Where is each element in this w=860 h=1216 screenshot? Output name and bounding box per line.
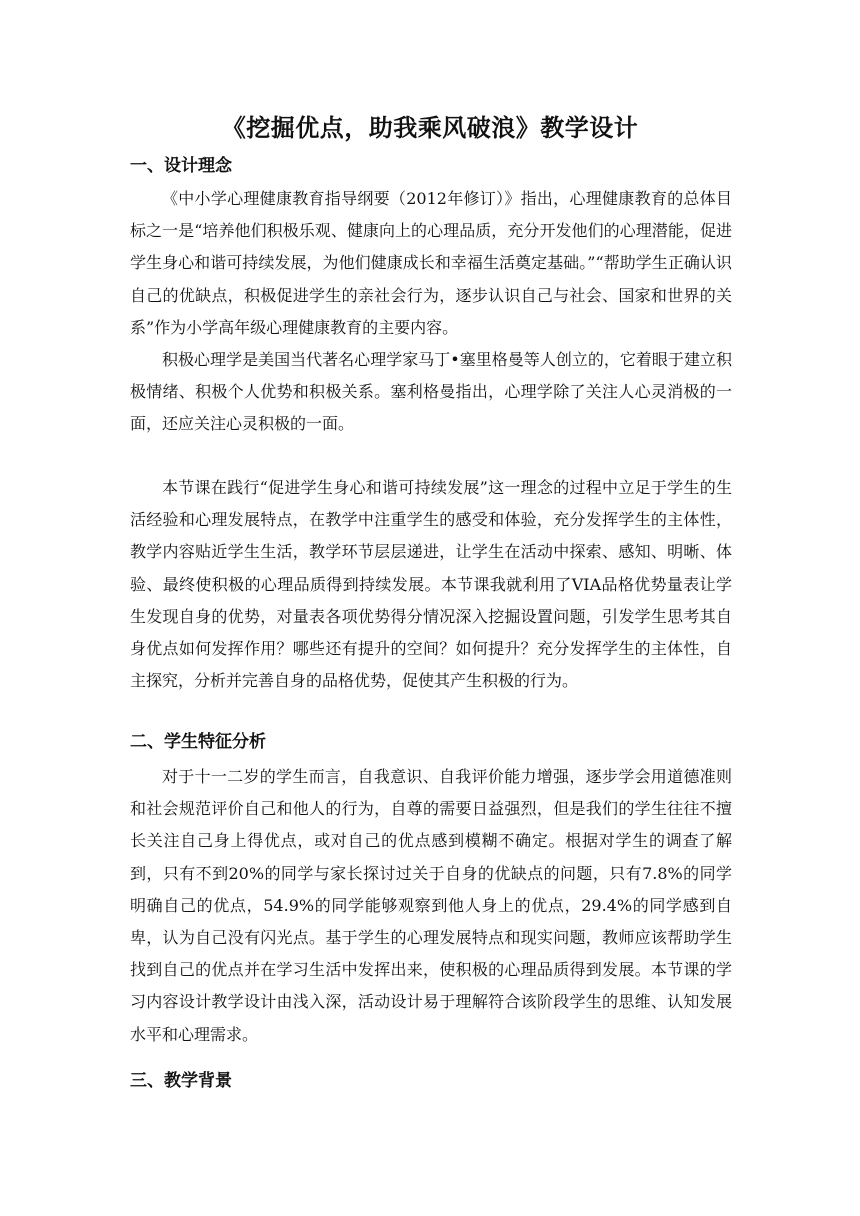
paragraph-positive-psychology: 积极心理学是美国当代著名心理学家马丁•塞里格曼等人创立的，它着眼于建立积极情绪、积极个人优势和积极关系。塞利格曼指出，心理学除了关注人心灵消极的一面，还应关注心灵积极的一面。	[130, 350, 732, 434]
section-heading-design-concept: 一、设计理念	[130, 156, 232, 176]
paragraph-lesson-approach: 本节课在践行“促进学生身心和谐可持续发展”这一理念的过程中立足于学生的生活经验和心理发展特点，在教学中注重学生的感受和体验，充分发挥学生的主体性，教学内容贴近学生生活，教学环节层层递进，让学生在活动中探索、感知、明晰、体验、最终使积极的心理品质得到持续发展。本节课我就利用了VIA品格优势量表让学生发现自身的优势，对量表各项优势得分情况深入挖掘设置问题，引发学生思考其自身优点如何发挥作用？哪些还有提升的空间？如何提升？充分发挥学生的主体性，自主探究，分析并完善自身的品格优势，促使其产生积极的行为。	[130, 478, 732, 691]
paragraph-guideline-goals: 《中小学心理健康教育指导纲要（2012年修订）》指出，心理健康教育的总体目标之一是“培养他们积极乐观、健康向上的心理品质，充分开发他们的心理潜能，促进学生身心和谐可持续发展，为他们健康成长和幸福生活奠定基础。”“帮助学生正确认识自己的优缺点，积极促进学生的亲社会行为，逐步认识自己与社会、国家和世界的关系”作为小学高年级心理健康教育的主要内容。	[130, 189, 732, 337]
section-heading-teaching-background: 三、教学背景	[130, 1071, 232, 1091]
section-heading-student-analysis: 二、学生特征分析	[130, 732, 266, 752]
document-title: 《挖掘优点，助我乘风破浪》教学设计	[221, 113, 639, 142]
paragraph-student-characteristics: 对于十一二岁的学生而言，自我意识、自我评价能力增强，逐步学会用道德准则和社会规范评价自己和他人的行为，自尊的需要日益强烈，但是我们的学生往往不擅长关注自己身上得优点，或对自己的优点感到模糊不确定。根据对学生的调查了解到，只有不到20%的同学与家长探讨过关于自身的优缺点的问题，只有7.8%的同学明确自己的优点，54.9%的同学能够观察到他人身上的优点，29.4%的同学感到自卑，认为自己没有闪光点。基于学生的心理发展特点和现实问题，教师应该帮助学生找到自己的优点并在学习生活中发挥出来，使积极的心理品质得到发展。本节课的学习内容设计教学设计由浅入深，活动设计易于理解符合该阶段学生的思维、认知发展水平和心理需求。	[130, 767, 732, 1044]
